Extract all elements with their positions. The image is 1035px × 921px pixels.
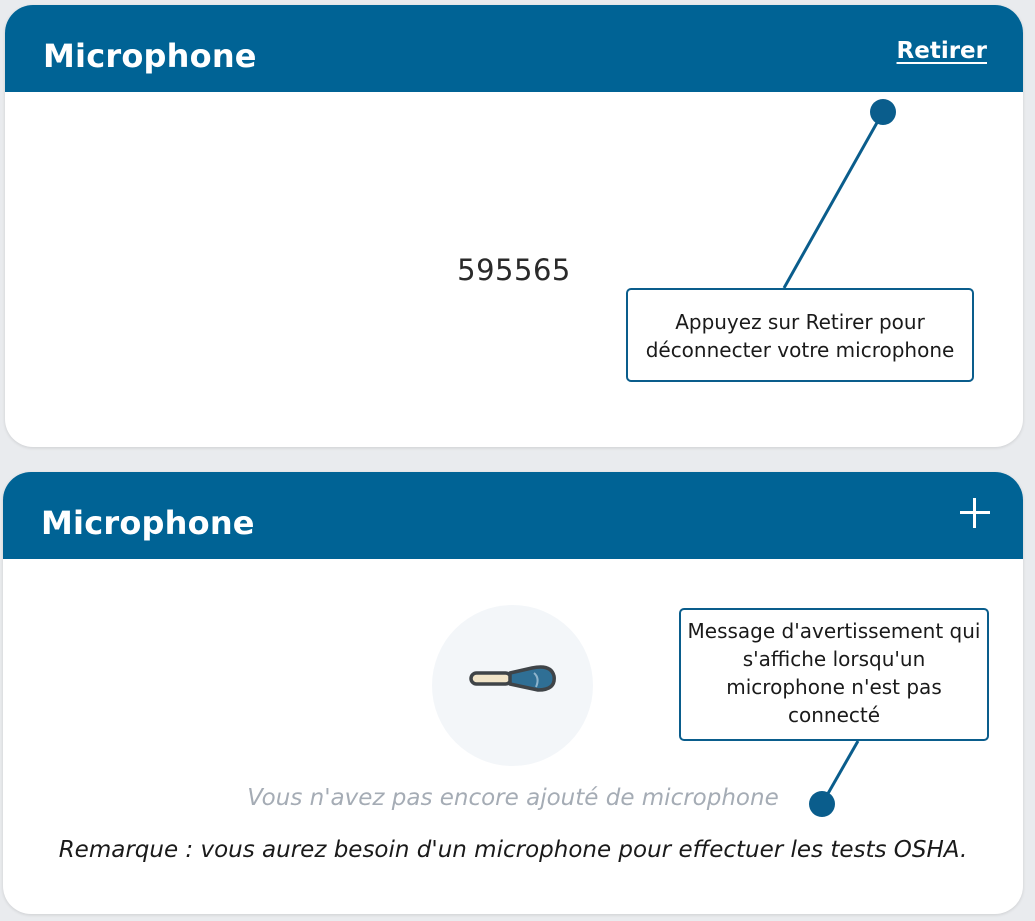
connected-microphone-card <box>5 5 1023 447</box>
add-microphone-button[interactable] <box>960 498 990 528</box>
card-title: Microphone <box>43 37 257 75</box>
remove-button[interactable]: Retirer <box>896 38 987 64</box>
card-header <box>5 5 1023 92</box>
empty-state-message: Vous n'avez pas encore ajouté de microphone <box>247 785 779 811</box>
microphone-serial-number: 595565 <box>457 253 571 287</box>
card-title: Microphone <box>41 504 255 542</box>
empty-microphone-card <box>3 472 1023 914</box>
card-header <box>3 472 1023 559</box>
microphone-illustration <box>432 605 593 766</box>
microphone-icon <box>468 663 558 695</box>
remove-callout: Appuyez sur Retirer pour déconnecter votre microphone <box>626 288 974 382</box>
warning-callout: Message d'avertissement qui s'affiche lorsqu'un microphone n'est pas connecté <box>679 608 989 741</box>
osha-note: Remarque : vous aurez besoin d'un microphone pour effectuer les tests OSHA. <box>58 837 968 863</box>
